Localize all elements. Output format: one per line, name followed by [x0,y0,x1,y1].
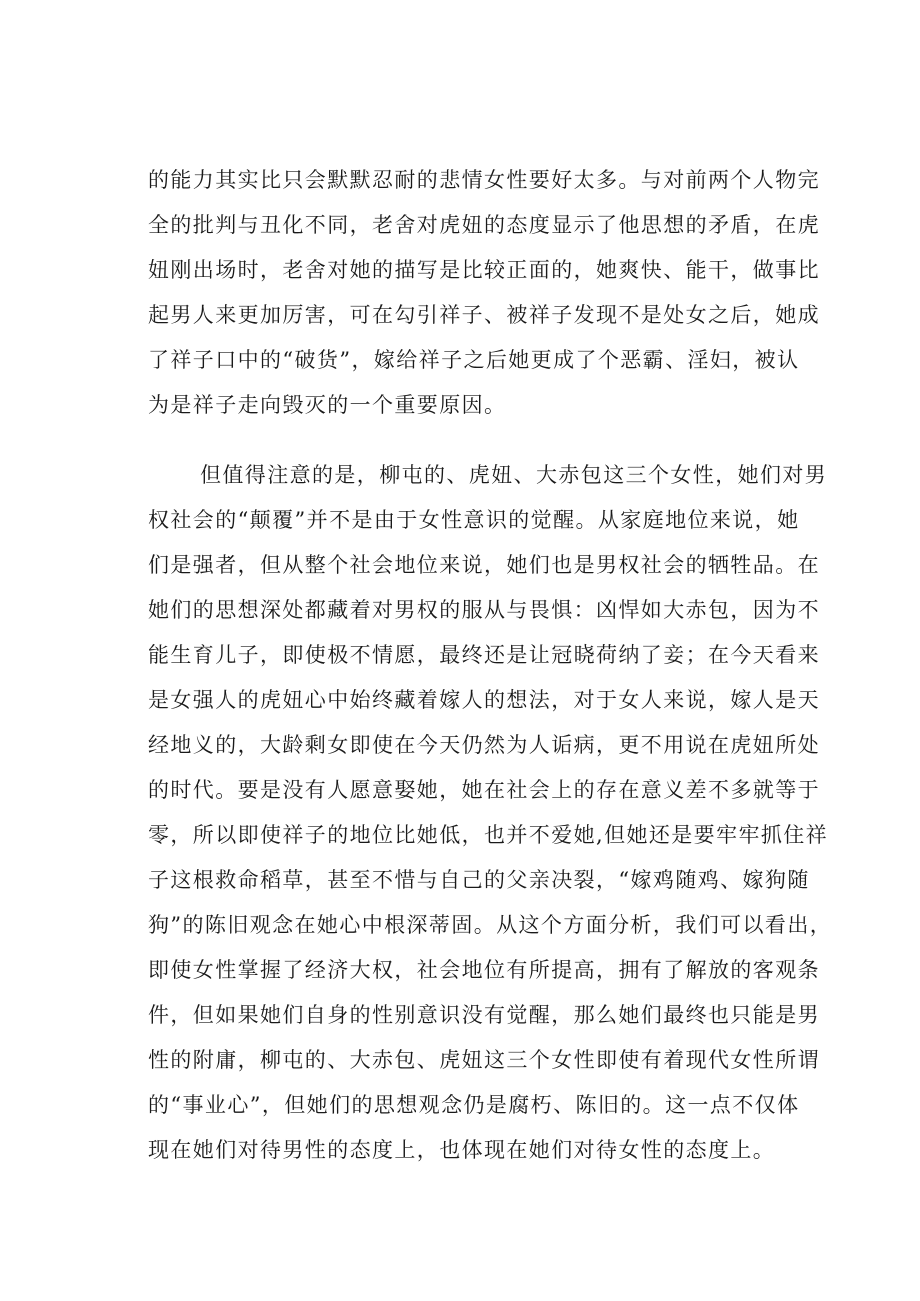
text-line: 即使女性掌握了经济大权，社会地位有所提高，拥有了解放的客观条 [148,958,820,982]
text-line: 现在她们对待男性的态度上，也体现在她们对待女性的态度上。 [148,1138,776,1162]
text-line: 为是祥子走向毁灭的一个重要原因。 [148,393,507,417]
text-line: 是女强人的虎妞心中始终藏着嫁人的想法，对于女人来说，嫁人是天 [148,688,820,712]
text-line: 的“事业心”，但她们的思想观念仍是腐朽、陈旧的。这一点不仅体 [148,1093,800,1117]
text-line: 她们的思想深处都藏着对男权的服从与畏惧：凶悍如大赤包，因为不 [148,598,820,622]
text-line: 权社会的“颠覆”并不是由于女性意识的觉醒。从家庭地位来说，她 [148,508,800,532]
text-line: 起男人来更加厉害，可在勾引祥子、被祥子发现不是处女之后，她成 [148,303,820,327]
text-line: 经地义的，大龄剩女即使在今天仍然为人诟病，更不用说在虎妞所处 [148,733,820,757]
text-line: 狗”的陈旧观念在她心中根深蒂固。从这个方面分析，我们可以看出， [148,913,833,937]
text-line: 零，所以即使祥子的地位比她低，也并不爱她,但她还是要牢牢抓住祥 [148,823,829,847]
text-line: 们是强者，但从整个社会地位来说，她们也是男权社会的牺牲品。在 [148,553,820,577]
text-line: 全的批判与丑化不同，老舍对虎妞的态度显示了他思想的矛盾，在虎 [148,213,820,237]
text-line: 但值得注意的是，柳屯的、虎妞、大赤包这三个女性，她们对男 [200,463,828,487]
text-line: 性的附庸，柳屯的、大赤包、虎妞这三个女性即使有着现代女性所谓 [148,1048,820,1072]
text-line: 的能力其实比只会默默忍耐的悲情女性要好太多。与对前两个人物完 [148,168,820,192]
text-line: 了祥子口中的“破货”，嫁给祥子之后她更成了个恶霸、淫妇，被认 [148,348,800,372]
text-line: 件，但如果她们自身的性别意识没有觉醒，那么她们最终也只能是男 [148,1003,820,1027]
text-line: 子这根救命稻草，甚至不惜与自己的父亲决裂，“嫁鸡随鸡、嫁狗随 [148,868,810,892]
text-line: 妞刚出场时，老舍对她的描写是比较正面的，她爽快、能干，做事比 [148,258,820,282]
text-line: 能生育儿子，即使极不情愿，最终还是让冠晓荷纳了妾；在今天看来 [148,643,820,667]
text-line: 的时代。要是没有人愿意娶她，她在社会上的存在意义差不多就等于 [148,778,820,802]
